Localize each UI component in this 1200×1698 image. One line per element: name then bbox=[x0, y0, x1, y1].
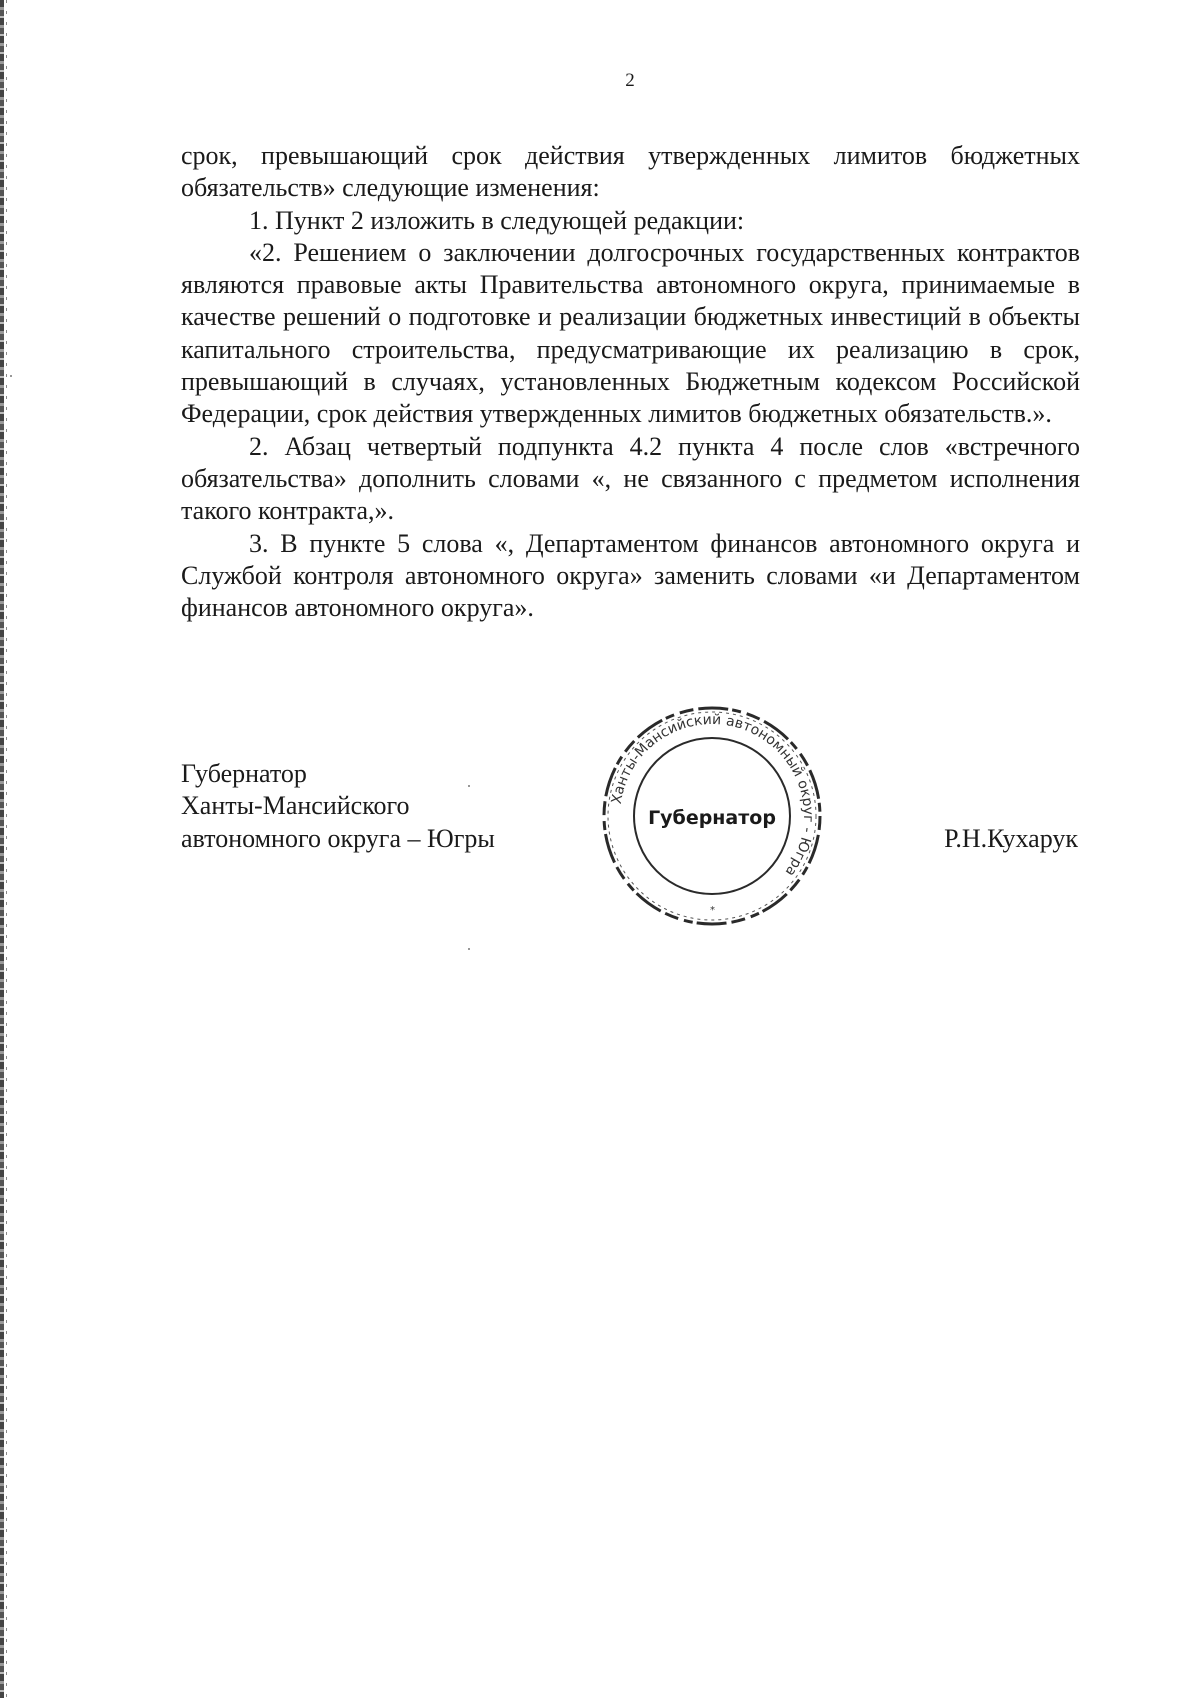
paragraph-quoted-clause-2: «2. Решением о заключении долгосрочных государственных контрактов являются правовые акты Правительства автономного округа, принимаемые в качестве решений о подготовке и реализации бюджетных инвестиций в объекты капитального строительства, предусматривающие их реализацию в срок, превышающий в случаях, установленных Бюджетным кодексом Российской Федерации, срок действия утвержденных лимитов бюджетных обязательств.». bbox=[181, 237, 1080, 429]
page-number: 2 bbox=[625, 70, 635, 91]
signatory-name: Р.Н.Кухарук bbox=[944, 824, 1078, 853]
signatory-title-line: автономного округа – Югры bbox=[181, 823, 495, 853]
signatory-title-line: Губернатор bbox=[181, 759, 307, 788]
document-body bbox=[181, 140, 1080, 624]
seal-ring-text: Ханты-Мансийский автономный округ - Югра bbox=[608, 711, 817, 880]
seal-star-mark: * bbox=[710, 905, 715, 916]
signatory-title bbox=[181, 758, 495, 855]
official-seal bbox=[596, 700, 828, 932]
paragraph-item-1: 1. Пункт 2 изложить в следующей редакции: bbox=[249, 205, 745, 235]
signatory-title-line: Ханты-Мансийского bbox=[181, 791, 410, 821]
scan-edge-shadow-secondary bbox=[6, 0, 7, 1698]
paragraph-item-3: 3. В пункте 5 слова «, Департаментом финансов автономного округа и Службой контроля автономного округа» заменить словами «и Департаментом финансов автономного округа». bbox=[181, 528, 1080, 623]
paragraph-item-2: 2. Абзац четвертый подпункта 4.2 пункта 4 после слов «встречного обязательства» дополнить словами «, не связанного с предметом исполнения такого контракта,». bbox=[181, 431, 1080, 526]
scan-speck bbox=[10, 375, 12, 377]
seal-center-text: Губернатор bbox=[648, 807, 776, 829]
seal-graphic bbox=[596, 700, 828, 932]
paragraph-continuation: срок, превышающий срок действия утвержденных лимитов бюджетных обязательств» следующие изменения: bbox=[181, 141, 1080, 203]
scan-speck bbox=[468, 948, 470, 950]
scan-speck bbox=[468, 785, 470, 787]
scan-edge-shadow bbox=[0, 0, 4, 1698]
